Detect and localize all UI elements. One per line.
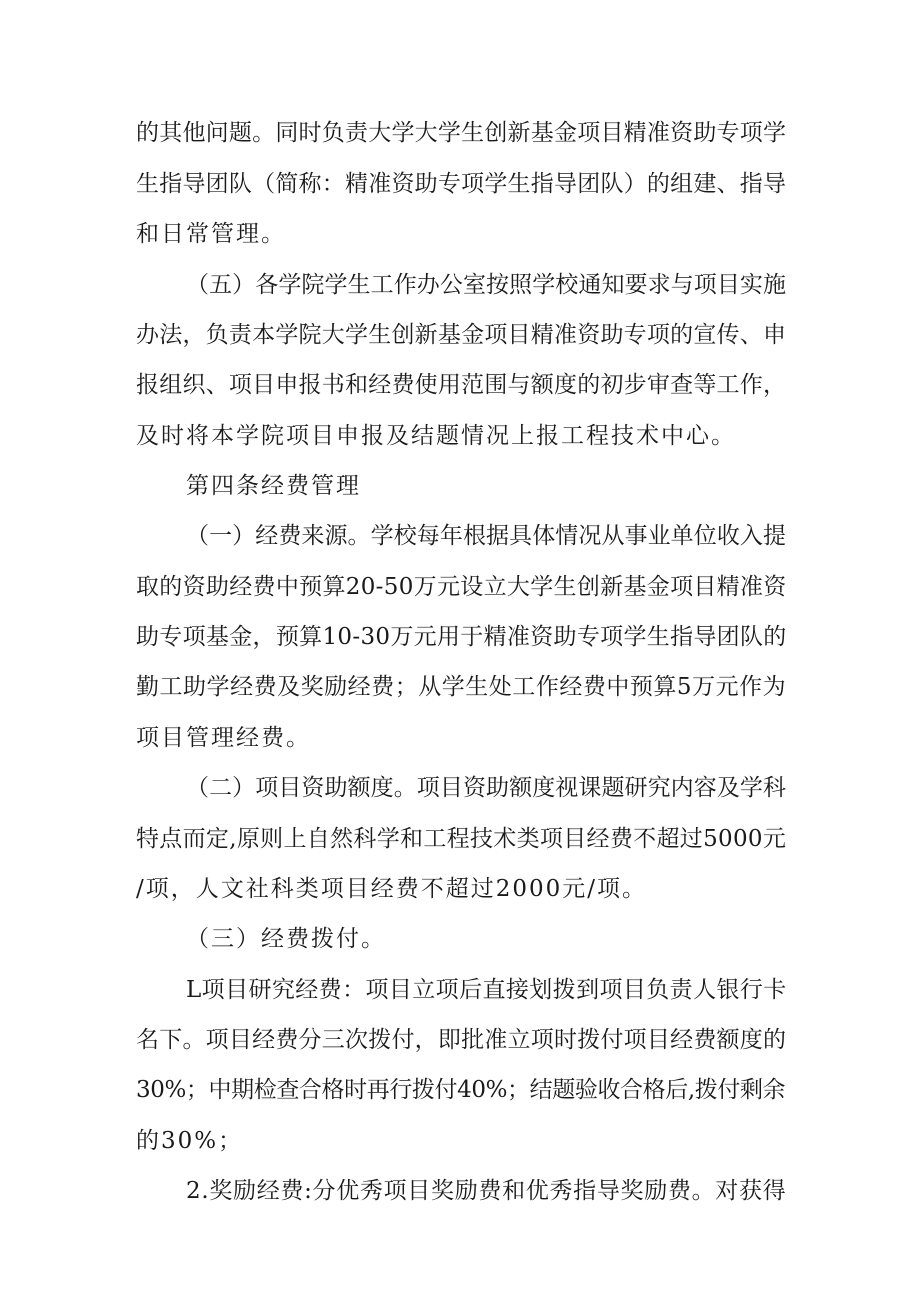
text-line: （二）项目资助额度。项目资助额度视课题研究内容及学科 (186, 775, 787, 801)
text-line: 办法，负责本学院大学生创新基金项目精准资助专项的宣传、申 (136, 322, 787, 348)
text-line: 和日常管理。 (136, 221, 286, 247)
text-line: 特点而定,原则上自然科学和工程技术类项目经费不超过5000元 (136, 826, 787, 852)
text-line: 名下。项目经费分三次拨付，即批准立项时拨付项目经费额度的 (136, 1027, 787, 1053)
text-line: /项，人文社科类项目经费不超过2000元/项。 (136, 876, 648, 902)
text-line: 及时将本学院项目申报及结题情况上报工程技术中心。 (136, 423, 736, 449)
text-line: 2.奖励经费:分优秀项目奖励费和优秀指导奖励费。对获得 (186, 1178, 787, 1204)
text-line: 项目管理经费。 (136, 725, 311, 751)
text-line: 30%；中期检查合格时再行拨付40%；结题验收合格后,拨付剩余 (136, 1077, 786, 1103)
text-line: 的其他问题。同时负责大学大学生创新基金项目精准资助专项学 (136, 120, 787, 146)
text-line: 报组织、项目申报书和经费使用范围与额度的初步审查等工作， (136, 372, 787, 398)
text-line: （一）经费来源。学校每年根据具体情况从事业单位收入提 (186, 523, 787, 549)
text-line: （五）各学院学生工作办公室按照学校通知要求与项目实施 (186, 272, 787, 298)
text-line: （三）经费拨付。 (186, 926, 386, 952)
text-line: L项目研究经费：项目立项后直接划拨到项目负责人银行卡 (186, 977, 787, 1003)
section-heading: 第四条经费管理 (186, 473, 361, 499)
text-line: 的30%； (136, 1128, 244, 1154)
text-line: 助专项基金，预算10-30万元用于精准资助专项学生指导团队的 (136, 624, 787, 650)
text-line: 生指导团队（简称：精准资助专项学生指导团队）的组建、指导 (136, 171, 787, 197)
text-line: 取的资助经费中预算20-50万元设立大学生创新基金项目精准资 (136, 574, 787, 600)
text-line: 勤工助学经费及奖励经费；从学生处工作经费中预算5万元作为 (136, 674, 787, 700)
